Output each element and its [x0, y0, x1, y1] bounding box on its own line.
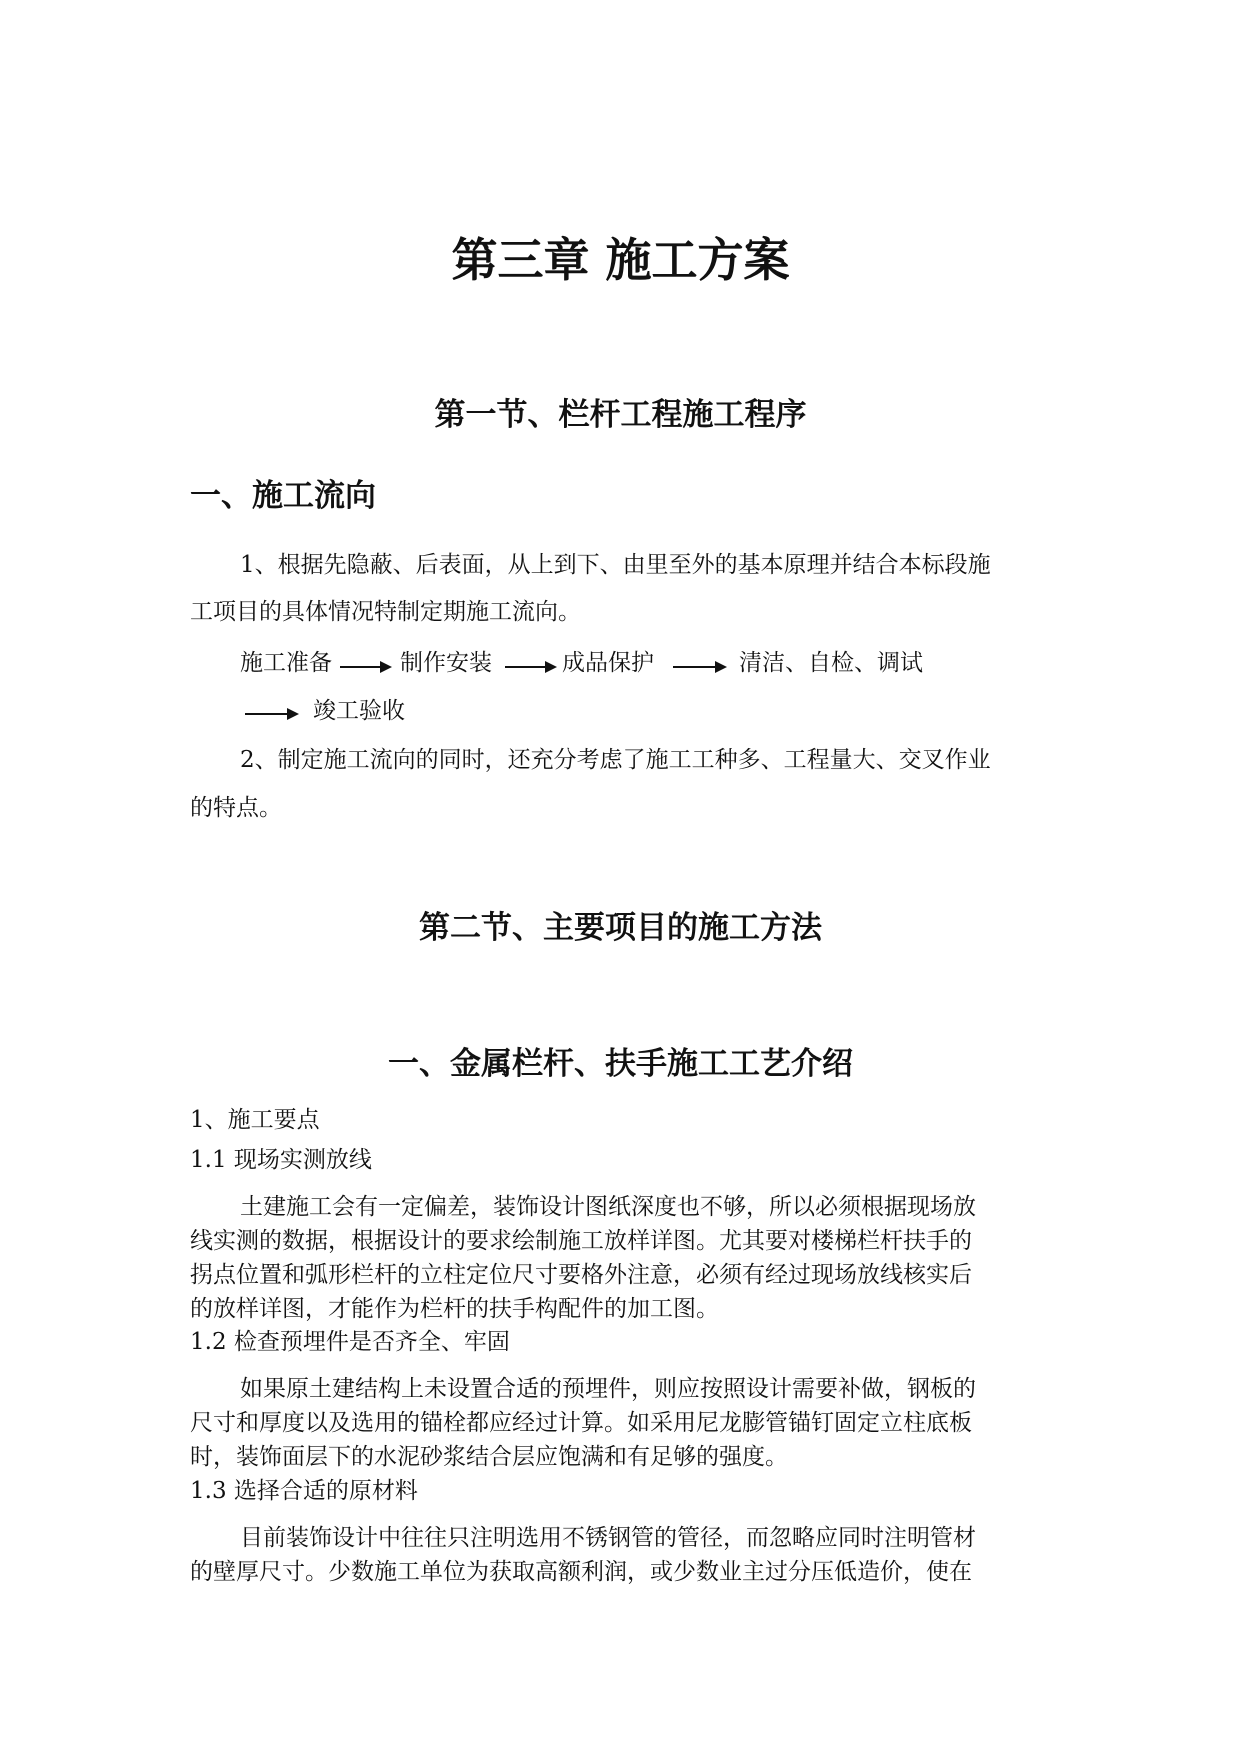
paragraph-2-line-1: 2、制定施工流向的同时，还充分考虑了施工工种多、工程量大、交叉作业: [240, 747, 991, 773]
heading-construction-flow: 一、施工流向: [190, 478, 376, 514]
section-title-1: 第一节、栏杆工程施工程序: [434, 397, 807, 433]
arrow-icon: [340, 666, 390, 668]
section-title-2: 第二节、主要项目的施工方法: [419, 910, 822, 946]
item-1-2: 1.2 检查预埋件是否齐全、牢固: [190, 1329, 510, 1355]
chapter-title: 第三章 施工方案: [451, 233, 790, 287]
flow-step-fabricate-install: 制作安装: [400, 650, 492, 676]
paragraph-1-2-line-3: 时，装饰面层下的水泥砂浆结合层应饱满和有足够的强度。: [190, 1444, 788, 1470]
flow-step-protect: 成品保护: [562, 650, 654, 676]
paragraph-1-3-line-1: 目前装饰设计中往往只注明选用不锈钢管的管径，而忽略应同时注明管材: [240, 1525, 976, 1551]
flow-step-prepare: 施工准备: [240, 650, 332, 676]
arrow-icon: [673, 666, 725, 668]
paragraph-1-2-line-2: 尺寸和厚度以及选用的锚栓都应经过计算。如采用尼龙膨管锚钉固定立柱底板: [190, 1410, 972, 1436]
subheading-metal-railing: 一、金属栏杆、扶手施工工艺介绍: [388, 1046, 853, 1082]
item-1-3: 1.3 选择合适的原材料: [190, 1478, 418, 1504]
paragraph-1-line-2: 工项目的具体情况特制定期施工流向。: [190, 599, 581, 625]
arrow-icon: [505, 666, 555, 668]
arrow-icon: [245, 713, 297, 715]
paragraph-1-1-line-3: 拐点位置和弧形栏杆的立柱定位尺寸要格外注意，必须有经过现场放线核实后: [190, 1262, 972, 1288]
item-construction-points: 1、施工要点: [190, 1107, 320, 1133]
item-1-1: 1.1 现场实测放线: [190, 1147, 372, 1173]
paragraph-1-1-line-4: 的放样详图，才能作为栏杆的扶手构配件的加工图。: [190, 1296, 719, 1322]
flow-step-acceptance: 竣工验收: [313, 698, 405, 724]
paragraph-1-2-line-1: 如果原土建结构上未设置合适的预埋件，则应按照设计需要补做，钢板的: [240, 1376, 976, 1402]
flow-step-clean-check-debug: 清洁、自检、调试: [739, 650, 923, 676]
paragraph-1-1-line-1: 土建施工会有一定偏差，装饰设计图纸深度也不够，所以必须根据现场放: [240, 1194, 976, 1220]
paragraph-2-line-2: 的特点。: [190, 795, 282, 821]
paragraph-1-line-1: 1、根据先隐蔽、后表面，从上到下、由里至外的基本原理并结合本标段施: [240, 552, 991, 578]
paragraph-1-1-line-2: 线实测的数据，根据设计的要求绘制施工放样详图。尤其要对楼梯栏杆扶手的: [190, 1228, 972, 1254]
paragraph-1-3-line-2: 的壁厚尺寸。少数施工单位为获取高额利润，或少数业主过分压低造价，使在: [190, 1559, 972, 1585]
